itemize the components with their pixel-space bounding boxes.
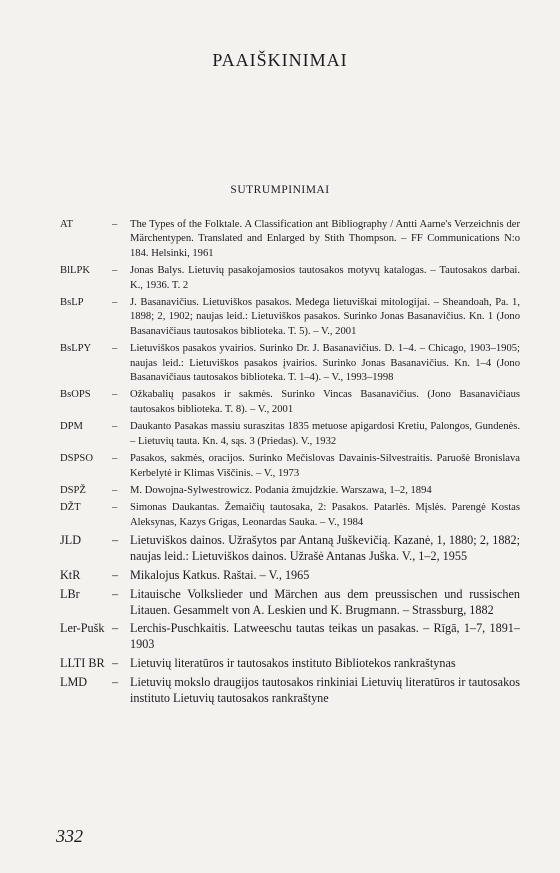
list-item bbox=[60, 587, 520, 619]
entry-text: J. Basanavičius. Lietuviškos pasakos. Medega lietuviškai mitologijai. – Sheandoah, Pa. 1, 1898; 2, 1902; naujas leid.: Lietuviškos pasakos. Surinko Jonas Basanavičius. Kn. 1 (Jono Basanavičiaus tautosakos biblioteka. T. 5). – V., 2001 bbox=[130, 297, 520, 337]
abbreviation-list bbox=[60, 218, 520, 710]
entry-abbreviation: Ler-Pušk bbox=[60, 621, 105, 636]
entry-abbreviation: BsOPS bbox=[60, 389, 91, 401]
entry-text: Pasakos, sakmės, oracijos. Surinko Mečislovas Davainis-Silvestraitis. Paruošė Bronislava Kerbelytė ir Klimas Viščinis. – V., 1973 bbox=[130, 453, 520, 479]
entry-dash: – bbox=[112, 297, 118, 309]
list-item bbox=[60, 656, 520, 672]
list-item bbox=[60, 218, 520, 261]
entry-abbreviation: BsLP bbox=[60, 297, 84, 309]
list-item bbox=[60, 452, 520, 481]
entry-text: Lerchis-Puschkaitis. Latweeschu tautas teikas un pasakas. – Rīgā, 1–7, 1891–1903 bbox=[130, 621, 520, 652]
entry-abbreviation: BlLPK bbox=[60, 265, 91, 277]
entry-dash: – bbox=[112, 586, 119, 601]
entry-text: M. Dowojna-Sylwestrowicz. Podania żmujdzkie. Warszawa, 1–2, 1894 bbox=[130, 484, 432, 496]
entry-text: Lietuvių mokslo draugijos tautosakos rinkiniai Lietuvių literatūros ir tautosakos instituto Lietuvių tautosakos rankraštyne bbox=[130, 675, 520, 705]
list-item bbox=[60, 484, 520, 498]
list-item bbox=[60, 420, 520, 449]
entry-abbreviation: AT bbox=[60, 219, 73, 230]
list-item bbox=[60, 568, 520, 584]
entry-abbreviation: KtR bbox=[60, 567, 81, 582]
page-title: PAAIŠKINIMAI bbox=[212, 50, 348, 70]
entry-dash: – bbox=[112, 421, 118, 433]
entry-abbreviation: LBr bbox=[60, 586, 80, 601]
list-item bbox=[60, 501, 520, 530]
entry-text: Daukanto Pasakas massiu suraszitas 1835 metuose apigardosi Kretiu, Palongos, Gundenės. – Lietuvių tauta. Kn. 4, sąs. 3 (Priedas). V., 1932 bbox=[130, 421, 520, 447]
entry-dash: – bbox=[112, 453, 118, 465]
entry-text: The Types of the Folktale. A Classification ant Bibliography / Antti Aarne's Verzeichnis der Märchentypen. Translated and Enlarged by Stith Thompson. – FF Communications N:o 184. Helsinki, 1961 bbox=[130, 219, 520, 259]
entry-text: Lietuvių literatūros ir tautosakos instituto Bibliotekos rankraštynas bbox=[130, 656, 456, 671]
entry-abbreviation: BsLPY bbox=[60, 343, 92, 355]
entry-dash: – bbox=[112, 343, 118, 355]
list-item bbox=[60, 342, 520, 385]
entry-abbreviation: DSPŽ bbox=[60, 484, 86, 496]
entry-dash: – bbox=[112, 621, 119, 636]
entry-dash: – bbox=[112, 656, 119, 671]
entry-text: Lietuviškos pasakos yvairios. Surinko Dr. J. Basanavičius. D. 1–4. – Chicago, 1903–1905; naujas leid.: Lietuviškos pasakos įvairios. Surinko Jonas Basanavičius. Kn. 1–4 (Jono Basanavičiaus tautosakos biblioteka. T. 1–4). – V., 1993–1998 bbox=[130, 343, 520, 384]
entry-abbreviation: DŽT bbox=[60, 502, 81, 514]
list-item bbox=[60, 533, 520, 565]
entry-abbreviation: DPM bbox=[60, 421, 83, 433]
entry-abbreviation: LMD bbox=[60, 675, 88, 689]
entry-text: Mikalojus Katkus. Raštai. – V., 1965 bbox=[130, 567, 310, 582]
entry-dash: – bbox=[112, 389, 118, 401]
list-item bbox=[60, 675, 520, 707]
list-item bbox=[60, 264, 520, 293]
section-title: SUTRUMPINIMAI bbox=[230, 184, 330, 196]
entry-text: Lietuviškos dainos. Užrašytos par Antaną Juškevičią. Kazanė, 1, 1880; 2, 1882; naujas leid.: Lietuviškos dainos. Užrašė Antanas Juška. V., 1–2, 1955 bbox=[130, 533, 520, 563]
entry-abbreviation: DSPSO bbox=[60, 453, 93, 465]
entry-dash: – bbox=[112, 567, 119, 582]
entry-text: Jonas Balys. Lietuvių pasakojamosios tautosakos motyvų katalogas. – Tautosakos darbai. K., 1936. T. 2 bbox=[130, 265, 520, 291]
entry-dash: – bbox=[112, 675, 119, 689]
entry-abbreviation: JLD bbox=[60, 533, 81, 548]
entry-text: Simonas Daukantas. Žemaičių tautosaka, 2: Pasakos. Patarlės. Mįslės. Parengė Kostas Aleksynas, Kazys Grigas, Leonardas Sauka. – V., 1984 bbox=[130, 502, 520, 528]
page-number: 332 bbox=[56, 826, 83, 846]
entry-dash: – bbox=[112, 265, 118, 277]
list-item bbox=[60, 296, 520, 339]
entry-text: Litauische Volkslieder und Märchen aus dem preussischen und russischen Litauen. Gesammelt von A. Leskien und K. Brugmann. – Strassburg, 1882 bbox=[130, 586, 520, 617]
entry-dash: – bbox=[112, 484, 118, 496]
entry-abbreviation: LLTI BR bbox=[60, 656, 105, 671]
entry-dash: – bbox=[112, 533, 119, 548]
entry-text: Ožkabalių pasakos ir sakmės. Surinko Vincas Basanavičius. (Jono Basanavičiaus tautosakos biblioteka. T. 8). – V., 2001 bbox=[130, 389, 520, 415]
entry-dash: – bbox=[112, 502, 118, 514]
entry-dash: – bbox=[112, 219, 118, 230]
list-item bbox=[60, 621, 520, 653]
list-item bbox=[60, 388, 520, 417]
